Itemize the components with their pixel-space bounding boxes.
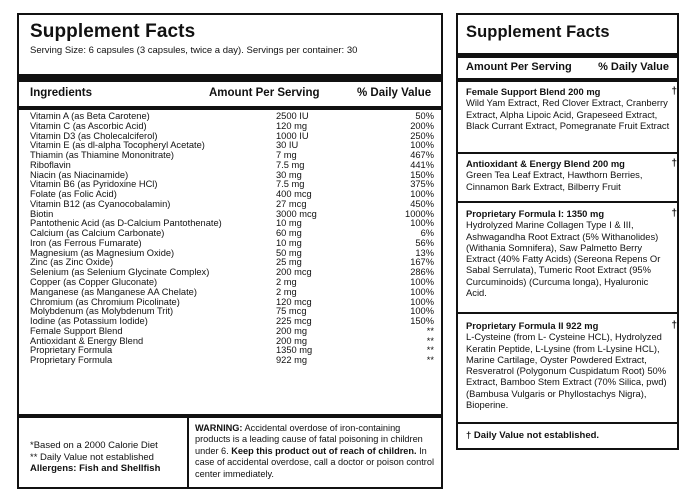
nutrient-daily-value: 6% xyxy=(420,228,434,239)
blend-name: Proprietary Formula I: 1350 mg xyxy=(466,208,605,219)
nutrient-amount: 225 mcg xyxy=(276,316,312,327)
nutrient-amount: 1350 mg xyxy=(276,345,313,356)
nutrient-name: Zinc (as Zinc Oxide) xyxy=(30,257,114,268)
nutrient-amount: 922 mg xyxy=(276,355,308,366)
nutrient-amount: 75 mcg xyxy=(276,306,307,317)
nutrient-amount: 2500 IU xyxy=(276,111,309,121)
divider-vertical xyxy=(187,416,189,489)
nutrient-amount: 120 mg xyxy=(276,120,308,131)
nutrient-table xyxy=(30,112,434,366)
supplement-facts-panel-blends xyxy=(456,13,679,450)
nutrient-amount: 25 mg xyxy=(276,257,302,268)
nutrient-daily-value: 150% xyxy=(410,316,434,327)
nutrient-name: Vitamin A (as Beta Carotene) xyxy=(30,111,150,121)
nutrient-daily-value: 167% xyxy=(410,257,434,268)
nutrient-name: Manganese (as Manganese AA Chelate) xyxy=(30,286,197,297)
divider-bottom xyxy=(19,414,441,418)
nutrient-name: Thiamin (as Thiamine Mononitrate) xyxy=(30,150,174,161)
nutrient-daily-value: 467% xyxy=(410,150,434,161)
footnotes xyxy=(30,440,185,475)
blend-antioxidant-energy xyxy=(466,158,677,192)
nutrient-name: Vitamin C (as Ascorbic Acid) xyxy=(30,120,147,131)
nutrient-daily-value: 50% xyxy=(415,111,434,121)
nutrient-daily-value: 13% xyxy=(415,247,434,258)
nutrient-daily-value: 100% xyxy=(410,286,434,297)
warning-keep-out: Keep this product out of reach of children. xyxy=(231,445,417,456)
dagger-mark: † xyxy=(671,86,677,97)
nutrient-daily-value: 450% xyxy=(410,198,434,209)
nutrient-name: Iron (as Ferrous Fumarate) xyxy=(30,237,142,248)
divider-thick xyxy=(19,74,441,82)
divider xyxy=(458,152,677,154)
blend-name: Proprietary Formula II 922 mg xyxy=(466,320,599,331)
footnote-dv: ** Daily Value not established xyxy=(30,451,154,463)
nutrient-daily-value: 150% xyxy=(410,169,434,180)
nutrient-name: Vitamin B12 (as Cyanocobalamin) xyxy=(30,198,171,209)
nutrient-amount: 120 mcg xyxy=(276,296,312,307)
dagger-footnote: † Daily Value not established. xyxy=(466,430,600,441)
nutrient-daily-value: 100% xyxy=(410,218,434,229)
nutrient-daily-value: 100% xyxy=(410,189,434,200)
nutrient-name: Female Support Blend xyxy=(30,325,123,336)
blend-ingredients: L-Cysteine (from L- Cysteine HCL), Hydrolyzed Keratin Peptide, L-Lysine (from L-Lysine HCL), Marine Cartilage, Oyster Powdered Extract, Resveratrol (Polygonum Cuspidatum Root) 50% Extract, Bamboo Stem Extract (70% Silica, pwd) (Bambusa Vulgaris or Phyllostachys Nigra), Bioperine. xyxy=(466,331,667,411)
nutrient-daily-value: 441% xyxy=(410,159,434,170)
nutrient-daily-value: ** xyxy=(426,335,434,346)
blend-ingredients: Green Tea Leaf Extract, Hawthorn Berries, Cinnamon Bark Extract, Bilberry Fruit xyxy=(466,169,643,192)
nutrient-name: Antioxidant & Energy Blend xyxy=(30,335,144,346)
blend-name: Antioxidant & Energy Blend 200 mg xyxy=(466,158,625,169)
serving-info: Serving Size: 6 capsules (3 capsules, twice a day). Servings per container: 30 xyxy=(30,45,358,56)
nutrient-amount: 2 mg xyxy=(276,286,297,297)
divider-header xyxy=(19,106,441,110)
footnote-calorie: *Based on a 2000 Calorie Diet xyxy=(30,440,158,451)
divider xyxy=(458,422,677,424)
dagger-mark: † xyxy=(671,158,677,169)
nutrient-name: Riboflavin xyxy=(30,159,71,170)
nutrient-name: Molybdenum (as Molybdenum Trit) xyxy=(30,306,174,317)
nutrient-daily-value: 100% xyxy=(410,306,434,317)
nutrient-amount: 400 mcg xyxy=(276,189,312,200)
warning-label: WARNING: xyxy=(195,423,243,433)
nutrient-amount: 1000 IU xyxy=(276,130,309,141)
blend-female-support xyxy=(466,86,677,131)
divider-thick xyxy=(458,53,677,58)
nutrient-name: Vitamin D3 (as Cholecalciferol) xyxy=(30,130,158,141)
blend-ingredients: Wild Yam Extract, Red Clover Extract, Cranberry Extract, Alpha Lipoic Acid, Grapeseed Extract, Black Currant Extract, Pomegranate Fruit Extract xyxy=(466,97,670,131)
nutrient-amount: 3000 mcg xyxy=(276,208,317,219)
divider-header xyxy=(458,78,677,82)
nutrient-amount: 7.5 mg xyxy=(276,159,305,170)
nutrient-daily-value: 1000% xyxy=(405,208,434,219)
warning-text: Accidental overdose of iron-containing products is a leading cause of fatal poisoning in children under 6. xyxy=(195,423,423,456)
warning-text-2: In case of accidental overdose, call a doctor or poison control center immediately. xyxy=(195,445,435,479)
blend-name: Female Support Blend 200 mg xyxy=(466,86,601,97)
header-amount: Amount Per Serving xyxy=(466,61,572,73)
nutrient-amount: 7.5 mg xyxy=(276,179,305,190)
panel-title: Supplement Facts xyxy=(30,21,196,42)
nutrient-daily-value: 56% xyxy=(415,237,434,248)
header-amount: Amount Per Serving xyxy=(209,87,320,99)
nutrient-daily-value: 375% xyxy=(410,179,434,190)
nutrient-daily-value: ** xyxy=(426,355,434,366)
nutrient-name: Vitamin B6 (as Pyridoxine HCl) xyxy=(30,179,158,190)
dagger-mark: † xyxy=(671,320,677,331)
header-daily-value: % Daily Value xyxy=(357,87,432,99)
nutrient-daily-value: 100% xyxy=(410,277,434,288)
dagger-mark: † xyxy=(671,208,677,219)
divider xyxy=(458,201,677,203)
nutrient-amount: 50 mg xyxy=(276,247,302,258)
nutrient-daily-value: 200% xyxy=(410,120,434,131)
nutrient-name: Selenium (as Selenium Glycinate Complex) xyxy=(30,267,210,278)
nutrient-amount: 27 mcg xyxy=(276,198,307,209)
nutrient-name: Iodine (as Potassium Iodide) xyxy=(30,316,148,327)
nutrient-amount: 200 mg xyxy=(276,335,308,346)
nutrient-daily-value: 250% xyxy=(410,130,434,141)
nutrient-amount: 10 mg xyxy=(276,218,302,229)
blend-ingredients: Hydrolyzed Marine Collagen Type I & III, Ashwagandha Root Extract (5% Withanolides) (Withania Somnifera), Saw Palmetto Berry Extract (40% Fatty Acids) (Sereona Repens Or Sabal Serrulata), Tumeric Root Extract (95% Curcuminoids) (Curcuma longa), Hyaluronic Acid. xyxy=(466,219,661,299)
nutrient-amount: 200 mcg xyxy=(276,267,312,278)
nutrient-row xyxy=(30,200,434,210)
nutrient-name: Chromium (as Chromium Picolinate) xyxy=(30,296,180,307)
iron-warning xyxy=(195,423,437,480)
supplement-facts-panel-main xyxy=(17,13,443,489)
nutrient-daily-value: 100% xyxy=(410,140,434,151)
blend-proprietary-formula-2 xyxy=(466,320,677,411)
header-daily-value: % Daily Value xyxy=(598,61,669,73)
header-ingredients: Ingredients xyxy=(30,87,92,99)
nutrient-amount: 30 mg xyxy=(276,169,302,180)
panel-title: Supplement Facts xyxy=(466,23,610,41)
nutrient-name: Copper (as Copper Gluconate) xyxy=(30,277,158,288)
nutrient-name: Proprietary Formula xyxy=(30,345,113,356)
nutrient-name: Magnesium (as Magnesium Oxide) xyxy=(30,247,175,258)
nutrient-name: Biotin xyxy=(30,208,54,219)
nutrient-name: Vitamin E (as dl-alpha Tocopheryl Acetate) xyxy=(30,140,205,151)
nutrient-daily-value: 100% xyxy=(410,296,434,307)
nutrient-daily-value: ** xyxy=(426,325,434,336)
nutrient-amount: 30 IU xyxy=(276,140,299,151)
nutrient-daily-value: ** xyxy=(426,345,434,356)
nutrient-row xyxy=(30,151,434,161)
nutrient-amount: 7 mg xyxy=(276,150,297,161)
nutrient-daily-value: 286% xyxy=(410,267,434,278)
nutrient-name: Niacin (as Niacinamide) xyxy=(30,169,129,180)
nutrient-name: Pantothenic Acid (as D-Calcium Pantothenate) xyxy=(30,218,222,229)
nutrient-name: Proprietary Formula xyxy=(30,355,113,366)
nutrient-amount: 10 mg xyxy=(276,237,302,248)
nutrient-amount: 200 mg xyxy=(276,325,308,336)
nutrient-name: Folate (as Folic Acid) xyxy=(30,189,117,200)
nutrient-name: Calcium (as Calcium Carbonate) xyxy=(30,228,165,239)
nutrient-amount: 60 mg xyxy=(276,228,302,239)
blend-proprietary-formula-1 xyxy=(466,208,677,299)
nutrient-amount: 2 mg xyxy=(276,277,297,288)
nutrient-row xyxy=(30,356,434,366)
divider xyxy=(458,312,677,314)
allergens: Allergens: Fish and Shellfish xyxy=(30,463,161,474)
